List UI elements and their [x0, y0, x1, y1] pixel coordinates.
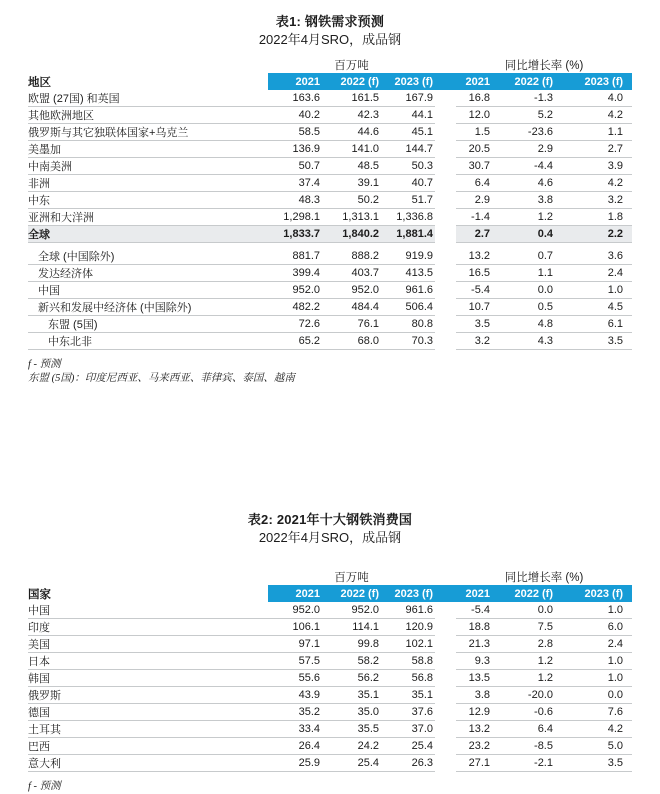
footnote: f - 预测: [28, 781, 61, 792]
cell-value: 1.0: [555, 602, 632, 619]
cell-value: 37.4: [268, 175, 322, 192]
cell-value: 413.5: [381, 265, 435, 282]
cell-value: 961.6: [381, 602, 435, 619]
cell-value: 45.1: [381, 124, 435, 141]
cell-value: 3.2: [456, 333, 492, 350]
cell-value: 12.9: [456, 704, 492, 721]
column-gap: [435, 636, 456, 653]
cell-value: 35.0: [322, 704, 381, 721]
cell-value: 4.3: [492, 333, 555, 350]
row-label: 东盟 (5国): [28, 316, 268, 333]
footnote: 东盟 (5国)：印度尼西亚、马来西亚、菲律宾、泰国、越南: [28, 373, 295, 384]
cell-value: 50.7: [268, 158, 322, 175]
year-column-header: 2021: [456, 73, 492, 90]
cell-value: 30.7: [456, 158, 492, 175]
cell-value: 3.5: [555, 755, 632, 772]
cell-value: 13.2: [456, 721, 492, 738]
row-label: 全球 (中国除外): [28, 248, 268, 265]
cell-value: 141.0: [322, 141, 381, 158]
cell-value: 37.6: [381, 704, 435, 721]
cell-value: 7.6: [555, 704, 632, 721]
cell-value: 58.2: [322, 653, 381, 670]
cell-value: 1,881.4: [381, 226, 435, 243]
cell-value: 3.5: [456, 316, 492, 333]
cell-value: -1.4: [456, 209, 492, 226]
cell-value: 9.3: [456, 653, 492, 670]
group-header-tonnage: 百万吨: [334, 571, 369, 584]
column-gap: [435, 192, 456, 209]
year-column-header: 2022 (f): [492, 585, 555, 602]
cell-value: 26.3: [381, 755, 435, 772]
year-header-row: [28, 73, 632, 90]
cell-value: 3.8: [456, 687, 492, 704]
cell-value: 56.2: [322, 670, 381, 687]
table1-section: [0, 0, 660, 386]
column-gap: [435, 738, 456, 755]
cell-value: 5.0: [555, 738, 632, 755]
cell-value: 482.2: [268, 299, 322, 316]
cell-value: 13.5: [456, 670, 492, 687]
cell-value: 4.2: [555, 107, 632, 124]
table-row: [28, 333, 632, 350]
year-header-gap: [435, 585, 456, 602]
year-header-row: [28, 585, 632, 602]
group-header-spacer: [28, 56, 268, 73]
column-group-header-row: [28, 56, 632, 73]
cell-value: -4.4: [492, 158, 555, 175]
year-column-header: 2023 (f): [555, 585, 632, 602]
cell-value: 6.1: [555, 316, 632, 333]
table1-subtitle: 2022年4月SRO，成品钢: [258, 32, 402, 47]
cell-value: 1,313.1: [322, 209, 381, 226]
cell-value: 3.8: [492, 192, 555, 209]
row-label: 欧盟 (27国) 和英国: [28, 90, 268, 107]
cell-value: 1,298.1: [268, 209, 322, 226]
table-row: [28, 653, 632, 670]
column-gap: [435, 90, 456, 107]
table-row: [28, 619, 632, 636]
cell-value: -0.6: [492, 704, 555, 721]
cell-value: 25.9: [268, 755, 322, 772]
row-dimension-header: 地区: [28, 73, 268, 90]
cell-value: 16.5: [456, 265, 492, 282]
cell-value: 3.2: [555, 192, 632, 209]
year-column-header: 2021: [268, 73, 322, 90]
cell-value: 10.7: [456, 299, 492, 316]
cell-value: 40.2: [268, 107, 322, 124]
column-gap: [435, 299, 456, 316]
row-label: 新兴和发展中经济体 (中国除外): [28, 299, 268, 316]
year-column-header: 2022 (f): [322, 585, 381, 602]
cell-value: 2.4: [555, 636, 632, 653]
cell-value: 0.4: [492, 226, 555, 243]
cell-value: 35.2: [268, 704, 322, 721]
column-gap: [435, 619, 456, 636]
cell-value: 120.9: [381, 619, 435, 636]
cell-value: 2.8: [492, 636, 555, 653]
cell-value: 26.4: [268, 738, 322, 755]
cell-value: -23.6: [492, 124, 555, 141]
cell-value: 102.1: [381, 636, 435, 653]
row-label: 俄罗斯: [28, 687, 268, 704]
cell-value: 20.5: [456, 141, 492, 158]
table-row: [28, 738, 632, 755]
cell-value: 50.3: [381, 158, 435, 175]
cell-value: -20.0: [492, 687, 555, 704]
column-gap: [435, 704, 456, 721]
column-gap: [435, 755, 456, 772]
row-label: 韩国: [28, 670, 268, 687]
cell-value: 21.3: [456, 636, 492, 653]
table1-title: 表1: 钢铁需求预测: [275, 14, 385, 29]
table-row: [28, 721, 632, 738]
row-label: 意大利: [28, 755, 268, 772]
cell-value: 1.1: [492, 265, 555, 282]
column-gap: [435, 175, 456, 192]
cell-value: 1,833.7: [268, 226, 322, 243]
table2: [28, 568, 632, 772]
cell-value: 48.5: [322, 158, 381, 175]
cell-value: 3.5: [555, 333, 632, 350]
row-label: 全球: [28, 226, 268, 243]
cell-value: 3.6: [555, 248, 632, 265]
group-header-spacer: [28, 568, 268, 585]
cell-value: 0.0: [492, 282, 555, 299]
column-gap: [435, 653, 456, 670]
column-gap: [435, 226, 456, 243]
cell-value: 136.9: [268, 141, 322, 158]
table-row: [28, 158, 632, 175]
cell-value: -8.5: [492, 738, 555, 755]
column-gap: [435, 209, 456, 226]
cell-value: 23.2: [456, 738, 492, 755]
cell-value: 881.7: [268, 248, 322, 265]
column-gap: [435, 721, 456, 738]
row-label: 巴西: [28, 738, 268, 755]
cell-value: 72.6: [268, 316, 322, 333]
table-row: [28, 755, 632, 772]
row-label: 印度: [28, 619, 268, 636]
column-gap: [435, 141, 456, 158]
cell-value: 3.9: [555, 158, 632, 175]
table-row: [28, 90, 632, 107]
table-row: [28, 192, 632, 209]
cell-value: 1.0: [555, 653, 632, 670]
cell-value: 0.5: [492, 299, 555, 316]
cell-value: 27.1: [456, 755, 492, 772]
table2-footnotes: [28, 780, 660, 794]
cell-value: 506.4: [381, 299, 435, 316]
row-label: 德国: [28, 704, 268, 721]
row-label: 日本: [28, 653, 268, 670]
cell-value: 484.4: [322, 299, 381, 316]
cell-value: 0.0: [555, 687, 632, 704]
cell-value: 55.6: [268, 670, 322, 687]
table-row: [28, 282, 632, 299]
cell-value: 56.8: [381, 670, 435, 687]
cell-value: 4.8: [492, 316, 555, 333]
cell-value: 4.0: [555, 90, 632, 107]
cell-value: 0.0: [492, 602, 555, 619]
cell-value: 37.0: [381, 721, 435, 738]
cell-value: 1.0: [555, 282, 632, 299]
cell-value: 80.8: [381, 316, 435, 333]
cell-value: 2.4: [555, 265, 632, 282]
table1-footnotes: [28, 358, 660, 386]
group-header-growth: 同比增长率 (%): [504, 59, 584, 72]
cell-value: 25.4: [322, 755, 381, 772]
cell-value: 6.4: [456, 175, 492, 192]
cell-value: 35.1: [322, 687, 381, 704]
cell-value: 12.0: [456, 107, 492, 124]
cell-value: 16.8: [456, 90, 492, 107]
cell-value: 35.1: [381, 687, 435, 704]
cell-value: 58.5: [268, 124, 322, 141]
cell-value: 952.0: [322, 602, 381, 619]
cell-value: 106.1: [268, 619, 322, 636]
cell-value: 68.0: [322, 333, 381, 350]
cell-value: 114.1: [322, 619, 381, 636]
cell-value: 2.9: [456, 192, 492, 209]
cell-value: 2.7: [555, 141, 632, 158]
column-gap: [435, 158, 456, 175]
year-column-header: 2021: [456, 585, 492, 602]
cell-value: 65.2: [268, 333, 322, 350]
cell-value: 1.8: [555, 209, 632, 226]
row-label: 其他欧洲地区: [28, 107, 268, 124]
table-row: [28, 687, 632, 704]
cell-value: 44.6: [322, 124, 381, 141]
cell-value: 4.5: [555, 299, 632, 316]
year-header-gap: [435, 73, 456, 90]
cell-value: 57.5: [268, 653, 322, 670]
column-gap: [435, 602, 456, 619]
cell-value: 1,336.8: [381, 209, 435, 226]
year-column-header: 2022 (f): [492, 73, 555, 90]
year-column-header: 2022 (f): [322, 73, 381, 90]
cell-value: 5.2: [492, 107, 555, 124]
table-row: [28, 248, 632, 265]
year-column-header: 2023 (f): [555, 73, 632, 90]
cell-value: 43.9: [268, 687, 322, 704]
cell-value: 39.1: [322, 175, 381, 192]
cell-value: -5.4: [456, 602, 492, 619]
cell-value: 0.7: [492, 248, 555, 265]
row-dimension-header: 国家: [28, 585, 268, 602]
column-gap: [435, 316, 456, 333]
cell-value: 40.7: [381, 175, 435, 192]
cell-value: 4.2: [555, 175, 632, 192]
cell-value: 403.7: [322, 265, 381, 282]
table2-section: [0, 498, 660, 794]
row-label: 中东: [28, 192, 268, 209]
column-gap: [435, 265, 456, 282]
cell-value: 952.0: [268, 602, 322, 619]
cell-value: 25.4: [381, 738, 435, 755]
cell-value: 70.3: [381, 333, 435, 350]
row-label: 美墨加: [28, 141, 268, 158]
footnote: f - 预测: [28, 359, 61, 370]
table-row: [28, 226, 632, 243]
cell-value: 4.2: [555, 721, 632, 738]
row-label: 中国: [28, 602, 268, 619]
cell-value: 952.0: [268, 282, 322, 299]
cell-value: 50.2: [322, 192, 381, 209]
cell-value: 99.8: [322, 636, 381, 653]
row-label: 亚洲和大洋洲: [28, 209, 268, 226]
cell-value: 4.6: [492, 175, 555, 192]
group-header-growth: 同比增长率 (%): [504, 571, 584, 584]
table2-subtitle: 2022年4月SRO，成品钢: [258, 530, 402, 545]
cell-value: 97.1: [268, 636, 322, 653]
cell-value: 24.2: [322, 738, 381, 755]
column-gap: [435, 333, 456, 350]
cell-value: 18.8: [456, 619, 492, 636]
column-gap: [435, 124, 456, 141]
cell-value: -1.3: [492, 90, 555, 107]
table-row: [28, 107, 632, 124]
row-label: 俄罗斯与其它独联体国家+乌克兰: [28, 124, 268, 141]
cell-value: 1.2: [492, 653, 555, 670]
cell-value: 7.5: [492, 619, 555, 636]
cell-value: 399.4: [268, 265, 322, 282]
cell-value: 1,840.2: [322, 226, 381, 243]
cell-value: 1.2: [492, 670, 555, 687]
cell-value: 1.2: [492, 209, 555, 226]
cell-value: 1.0: [555, 670, 632, 687]
cell-value: 44.1: [381, 107, 435, 124]
table-row: [28, 124, 632, 141]
year-column-header: 2021: [268, 585, 322, 602]
group-header-tonnage: 百万吨: [334, 59, 369, 72]
cell-value: 42.3: [322, 107, 381, 124]
column-gap: [435, 248, 456, 265]
group-header-gap: [435, 56, 456, 73]
cell-value: 51.7: [381, 192, 435, 209]
row-label: 中南美洲: [28, 158, 268, 175]
table-row: [28, 704, 632, 721]
cell-value: 919.9: [381, 248, 435, 265]
table-row: [28, 265, 632, 282]
column-gap: [435, 670, 456, 687]
table2-title: 表2: 2021年十大钢铁消费国: [247, 512, 413, 527]
cell-value: 167.9: [381, 90, 435, 107]
cell-value: 161.5: [322, 90, 381, 107]
table1: [28, 56, 632, 350]
table-row: [28, 670, 632, 687]
cell-value: 961.6: [381, 282, 435, 299]
cell-value: 58.8: [381, 653, 435, 670]
year-column-header: 2023 (f): [381, 73, 435, 90]
table-row: [28, 141, 632, 158]
row-label: 土耳其: [28, 721, 268, 738]
cell-value: 1.1: [555, 124, 632, 141]
cell-value: 2.7: [456, 226, 492, 243]
table-row: [28, 299, 632, 316]
cell-value: 144.7: [381, 141, 435, 158]
cell-value: 1.5: [456, 124, 492, 141]
row-label: 美国: [28, 636, 268, 653]
column-group-header-row: [28, 568, 632, 585]
table-row: [28, 636, 632, 653]
row-label: 中东北非: [28, 333, 268, 350]
cell-value: 35.5: [322, 721, 381, 738]
row-label: 发达经济体: [28, 265, 268, 282]
column-gap: [435, 282, 456, 299]
table-row: [28, 209, 632, 226]
cell-value: 952.0: [322, 282, 381, 299]
cell-value: -5.4: [456, 282, 492, 299]
year-column-header: 2023 (f): [381, 585, 435, 602]
table-row: [28, 602, 632, 619]
table-row: [28, 175, 632, 192]
cell-value: 888.2: [322, 248, 381, 265]
group-header-gap: [435, 568, 456, 585]
cell-value: 2.2: [555, 226, 632, 243]
cell-value: 163.6: [268, 90, 322, 107]
cell-value: 13.2: [456, 248, 492, 265]
cell-value: 2.9: [492, 141, 555, 158]
cell-value: 6.0: [555, 619, 632, 636]
table-row: [28, 316, 632, 333]
cell-value: 48.3: [268, 192, 322, 209]
cell-value: 6.4: [492, 721, 555, 738]
cell-value: -2.1: [492, 755, 555, 772]
column-gap: [435, 107, 456, 124]
cell-value: 76.1: [322, 316, 381, 333]
cell-value: 33.4: [268, 721, 322, 738]
row-label: 中国: [28, 282, 268, 299]
row-label: 非洲: [28, 175, 268, 192]
column-gap: [435, 687, 456, 704]
